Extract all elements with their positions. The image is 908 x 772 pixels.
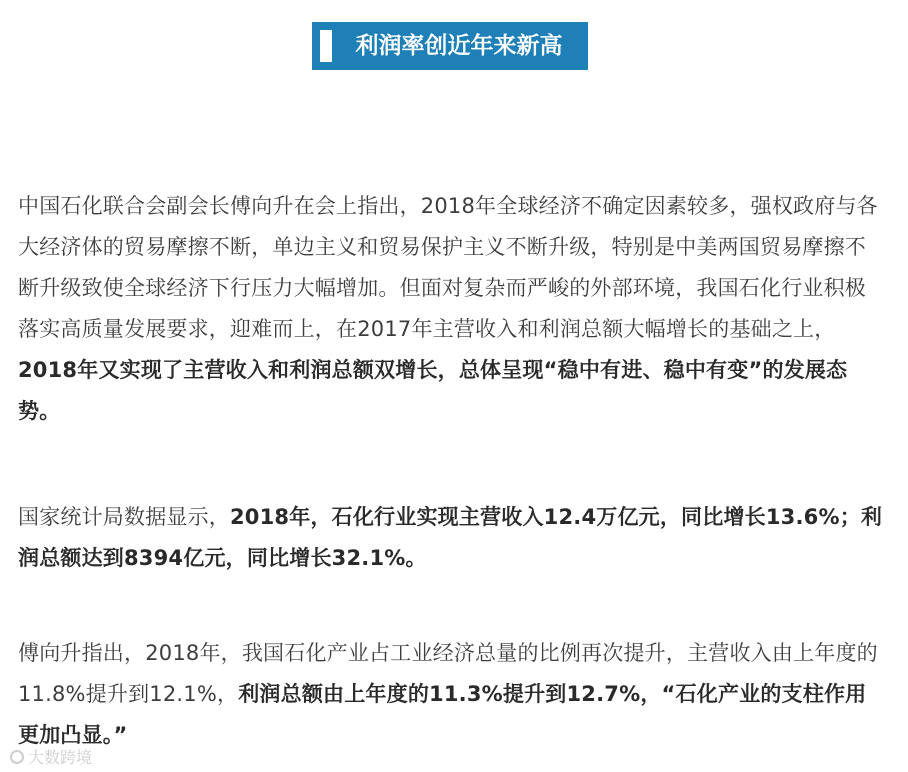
title-accent-bar [320, 30, 332, 62]
watermark-text: 大数跨境 [28, 748, 93, 767]
paragraph-2-text: 国家统计局数据显示， [18, 505, 230, 529]
section-title-banner [312, 22, 588, 70]
paragraph-2 [18, 497, 886, 579]
watermark [10, 745, 92, 768]
paragraph-3-bold: 利润总额由上年度的11.3%提升到12.7%，“石化产业的支柱作用更加凸显。” [18, 682, 867, 747]
paragraph-2-bold: 2018年，石化行业实现主营收入12.4万亿元，同比增长13.6%；利润总额达到8394亿元，同比增长32.1%。 [18, 505, 883, 570]
paragraph-1-bold: 2018年又实现了主营收入和利润总额双增长，总体呈现“稳中有进、稳中有变”的发展态势。 [18, 358, 848, 423]
section-title: 利润率创近年来新高 [355, 33, 563, 59]
paragraph-3 [18, 633, 886, 756]
paragraph-1 [18, 186, 886, 432]
paragraph-3-text: 傅向升指出，2018年，我国石化产业占工业经济总量的比例再次提升，主营收入由上年度的11.8%提升到12.1%， [18, 641, 878, 706]
paragraph-1-text: 中国石化联合会副会长傅向升在会上指出，2018年全球经济不确定因素较多，强权政府与各大经济体的贸易摩擦不断，单边主义和贸易保护主义不断升级，特别是中美两国贸易摩擦不断升级致使全球经济下行压力大幅增加。但面对复杂而严峻的外部环境，我国石化行业积极落实高质量发展要求，迎难而上，在2017年主营收入和利润总额大幅增长的基础之上， [18, 194, 878, 341]
watermark-icon [10, 750, 24, 764]
